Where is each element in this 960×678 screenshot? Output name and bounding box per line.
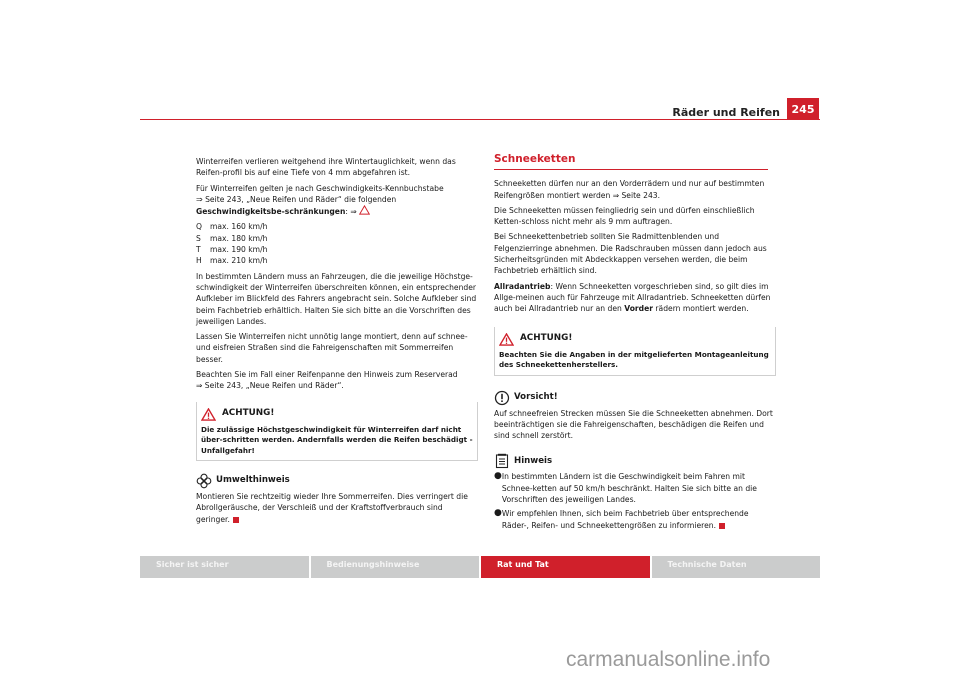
environment-note-text: Montieren Sie rechtzeitig wieder Ihre Sommerreifen. Dies verringert die Abrollgeräusche, der Verschleiß und der Kraftstoffverbrauch sind geringer.: [196, 492, 468, 524]
flower-icon: [196, 473, 212, 489]
caution-text: Auf schneefreien Strecken müssen Sie die Schneeketten abnehmen. Dort beeinträchtigen sie die Fahreigenschaften, beschädigen die Reifen und sind schnell zerstört.: [494, 408, 773, 441]
warning-title: ACHTUNG!: [520, 333, 573, 344]
warning-text: Beachten Sie die Angaben in der mitgelieferten Montageanleitung des Schneekettenherstellers.: [499, 349, 769, 370]
section-end-marker: [719, 523, 725, 529]
environment-note-title: Umwelthinweis: [216, 475, 290, 486]
paragraph: Beachten Sie im Fall einer Reifenpanne den Hinweis zum Reserverad ⇒ Seite 243, „Neue Reifen und Räder“.: [196, 370, 458, 391]
paragraph: Lassen Sie Winterreifen nicht unnötig lange montiert, denn auf schnee- und eisfreien Straßen sind die Fahreigenschaften mit Sommerreifen besser.: [196, 332, 468, 364]
caution-title: Vorsicht!: [514, 391, 558, 402]
tab-technische-daten[interactable]: Technische Daten: [652, 556, 821, 578]
bullet-icon: ●: [494, 471, 502, 482]
note-icon: [494, 453, 510, 469]
header-divider: [140, 119, 820, 120]
speed-row: T max. 190 km/h: [196, 245, 268, 255]
speed-row: H max. 210 km/h: [196, 256, 268, 266]
warning-triangle-icon: [499, 333, 514, 346]
speed-list: [196, 221, 478, 266]
warning-triangle-icon: [201, 408, 216, 421]
section-end-marker: [233, 517, 239, 523]
watermark: carmanualsonline.info: [566, 648, 771, 671]
warning-header: [495, 327, 775, 350]
warning-title: ACHTUNG!: [222, 408, 275, 419]
left-column: [196, 156, 478, 529]
paragraph: Winterreifen verlieren weitgehend ihre Wintertauglichkeit, wenn das Reifen-profil bis auf eine Tiefe von 4 mm abgefahren ist.: [196, 157, 456, 178]
caution-exclamation-icon: [494, 390, 510, 406]
warning-header: [197, 402, 477, 425]
bullet-icon: ●: [494, 508, 502, 519]
footer-nav: [140, 556, 820, 578]
paragraph-speed-intro: Für Winterreifen gelten je nach Geschwindigkeits-Kennbuchstabe ⇒ Seite 243, „Neue Reifen und Räder“ die folgenden Geschwindigkeitsbe-schränkungen: ⇒: [196, 183, 444, 217]
environment-note-header: [196, 473, 478, 489]
tab-bedienungshinweise[interactable]: Bedienungshinweise: [311, 556, 480, 578]
speed-row: S max. 180 km/h: [196, 233, 268, 243]
page-number-badge: 245: [787, 98, 819, 120]
note-title: Hinweis: [514, 455, 553, 466]
warning-triangle-icon: [359, 205, 370, 215]
list-item: ● Wir empfehlen Ihnen, sich beim Fachbetrieb über entsprechende Räder-, Reifen- und Schneekettengrößen zu informieren.: [494, 508, 749, 530]
paragraph-allradantrieb: Allradantrieb: Wenn Schneeketten vorgeschrieben sind, so gilt dies im Allge-meinen auch für Fahrzeuge mit Allradantrieb. Schneeketten dürfen auch bei Allradantrieb nur an den Vorder rädern montiert werden.: [494, 281, 771, 314]
warning-box: [494, 327, 776, 376]
section-heading: Schneeketten: [494, 153, 576, 165]
tab-rat-und-tat[interactable]: Rat und Tat: [481, 556, 650, 578]
tab-sicher-ist-sicher[interactable]: Sicher ist sicher: [140, 556, 309, 578]
list-item: ● In bestimmten Ländern ist die Geschwindigkeit beim Fahren mit Schnee-ketten auf 50 km/h beschränkt. Halten Sie sich bitte an die Vorschriften des jeweiligen Landes.: [494, 471, 757, 505]
note-header: [494, 453, 776, 469]
paragraph: In bestimmten Ländern muss an Fahrzeugen, die die jeweilige Höchstge-schwindigkeit der Winterreifen überschreiten können, ein entsprechender Aufkleber im Blickfeld des Fahrers angebracht sein. Solche Aufkleber sind beim Fachbetrieb erhältlich. Halten Sie sich bitte an die Vorschriften des jeweiligen Landes.: [196, 271, 477, 326]
caution-header: [494, 390, 776, 406]
right-column: [494, 153, 776, 534]
warning-box: [196, 402, 478, 462]
section-heading-rule: [494, 169, 768, 170]
paragraph: Schneeketten dürfen nur an den Vorderrädern und nur auf bestimmten Reifengrößen montiert werden ⇒ Seite 243.: [494, 179, 765, 200]
speed-row: Q max. 160 km/h: [196, 222, 268, 232]
paragraph: Bei Schneekettenbetrieb sollten Sie Radmittenblenden und Felgenzierringe abnehmen. Die Radschrauben müssen dann jedoch aus Sicherheitsgründen mit Abdeckkappen versehen werden, die beim Fachbetrieb erhältlich sind.: [494, 232, 767, 276]
warning-text: Die zulässige Höchstgeschwindigkeit für Winterreifen darf nicht über-schritten werden. Andernfalls werden die Reifen beschädigt - Unfallgefahr!: [201, 424, 473, 455]
page-header-title: Räder und Reifen: [672, 106, 780, 119]
paragraph: Die Schneeketten müssen feingliedrig sein und dürfen einschließlich Ketten-schloss nicht mehr als 9 mm auftragen.: [494, 205, 755, 227]
